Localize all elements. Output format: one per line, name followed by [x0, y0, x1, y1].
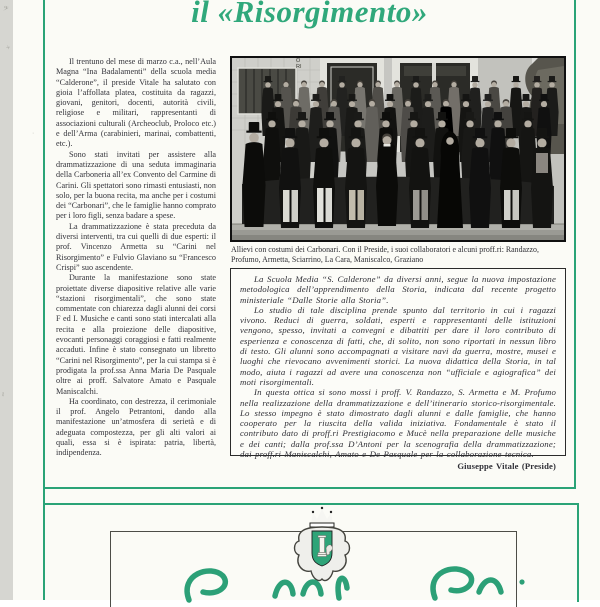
handwritten-script-cutoff [125, 566, 555, 600]
paragraph: La drammatizzazione è stata preceduta da diversi interventi, tra cui quelli di due esperti: il prof. Vincenzo Armetta su “Carini nel Risorgimento” e Fulvio Glaviano su “Francesco Crispi” suo ascendente. [56, 221, 216, 272]
paragraph: Il trentuno del mese di marzo c.a., nell’Aula Magna “Ina Badalamenti” della scuola media “Calderone”, il preside Vitale ha salutato con gioia l’affollata platea, costituita da ragazzi, giovani, genitori, docenti, autorità civili, religiose e militari, rappresentanti di associazioni culturali (Archeoclub, Proloco etc.) e dell’Arma (carabinieri, marinai, combattenti, etc.). [56, 57, 216, 149]
pencil-mark: + [5, 42, 12, 53]
article-column [56, 57, 216, 459]
scan-edge-strip [0, 0, 13, 600]
paragraph: Durante la manifestazione sono state proiettate diverse diapositive relative alle varie “stazioni risorgimentali”, che sono state commentate con chiarezza dagli alunni dei corsi F ed I. Musiche e canti sono stati intercalati alla recita e alla proiezione delle diapositive, evocanti personaggi coraggiosi e fatti realmente accaduti. Infine è stato consegnato un libretto “Carini nel Risorgimento”, per la cui stampa si è prodigata la prof.ssa Anna Maria De Pasquale oltre ai proff. Salvatore Amato e Pasquale Maniscalchi. [56, 273, 216, 396]
paragraph: Ha coordinato, con destrezza, il cerimoniale il prof. Angelo Petrantoni, dando alla manifestazione un’atmosfera di serietà e di adeguata compostezza, per gli alti valori ai quali, essa si è ispirata: patria, libertà, indipendenza. [56, 396, 216, 458]
signature: Giuseppe Vitale (Preside) [457, 461, 556, 472]
photo-caption: Allievi con costumi dei Carbonari. Con il Preside, i suoi collaboratori e alcuni proff.ri: Randazzo, Profumo, Armetta, Sciarrino, La Cara, Maniscalco, Graziano [231, 245, 539, 264]
page-title: il «Risorgimento» [191, 0, 428, 29]
pencil-mark: · [31, 130, 35, 138]
frame-rule-right [574, 0, 576, 489]
headmaster-note-paragraphs [240, 274, 556, 459]
photo-illustration [232, 58, 564, 240]
paragraph: In questa ottica si sono mossi i proff. V. Randazzo, S. Armetta e M. Profumo nella realizzazione della drammatizzazione e dell’itinerario storico-risorgimentale. Lo stesso impegno è stato dimostrato dagli alunni e dalle famiglie, che hanno cooperato per la riuscita della valida iniziativa. Fondamentale è stato il contributo dato di proff.ri Prestigiacomo e Mucè nella preparazione delle musiche e dei canti; dalla prof.ssa D’Antoni per la scenografia della drammatizzazione; dai proff.ri Maniscalchi, Amato e De Pasquale per la collaborazione tecnica. [240, 387, 556, 460]
group-photo [230, 56, 566, 242]
photo-wall-text: ORI [296, 58, 302, 70]
paragraph: La Scuola Media “S. Calderone” da diversi anni, segue la nuova impostazione metodologica dell’apprendimento della Storia, indicata dal recente progetto ministeriale “Dalle Storie alla Storia”. [240, 274, 556, 305]
paragraph: Lo studio di tale disciplina prende spunto dal territorio in cui i ragazzi vivono. Reduci di guerra, soldati, esperti e rappresentanti delle istituzioni vengono, spesso, invitati a convegni e dibattiti per dare il loro contributo di esperienza e conoscenza di fatti, che, di solito, non sono riportati in nessun libro di testo. Gli alunni sono accompagnati a visitare navi da guerra, mostre, musei e luoghi che rievocano avvenimenti storici. La nuova didattica della Storia, in tal modo, aiuta i ragazzi ad avere una conoscenza non “ufficiale e agiografica” dei moti risorgimentali. [240, 304, 556, 387]
paragraph: Sono stati invitati per assistere alla drammatizzazione di una seduta immaginaria della Carboneria all’ex Convento del Carmine di Carini. Gli spettatori sono rimasti entusiasti, non solo, per la buona recita, ma anche per i costumi dei “Carbonari”, che le famiglie hanno comprato per i loro figli, senza badare a spese. [56, 149, 216, 221]
headmaster-note-box [230, 268, 566, 472]
frame-rule-bottom [43, 487, 576, 489]
pencil-mark: 𝄢 [2, 4, 9, 15]
pencil-mark: ι [1, 388, 5, 399]
